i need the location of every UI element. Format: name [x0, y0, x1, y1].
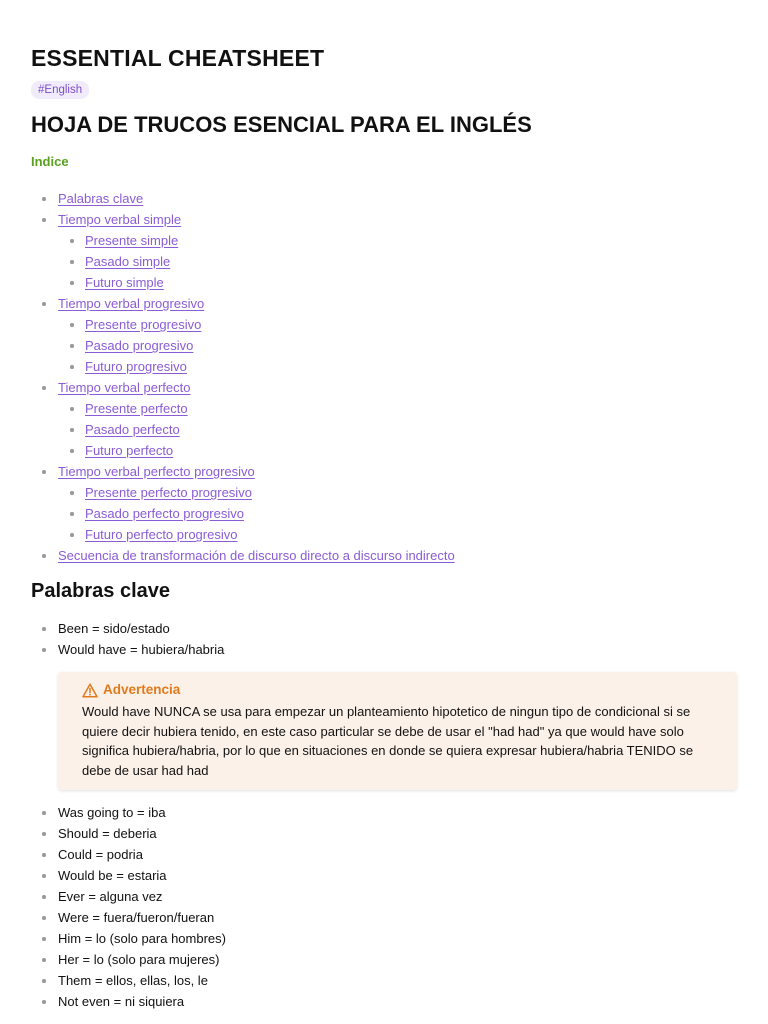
keyword-item: Would have = hubiera/habria [31, 639, 737, 660]
keyword-item: Them = ellos, ellas, los, le [31, 970, 737, 991]
toc-sublink[interactable]: Presente perfecto progresivo [85, 485, 252, 500]
toc-item [31, 188, 737, 209]
toc-link[interactable]: Tiempo verbal perfecto [58, 380, 191, 395]
toc-sublist [58, 482, 737, 545]
toc-link[interactable]: Palabras clave [58, 191, 144, 206]
toc-subitem [58, 314, 737, 335]
keyword-item: Her = lo (solo para mujeres) [31, 949, 737, 970]
callout-body: Would have NUNCA se usa para empezar un planteamiento hipotetico de ningun tipo de condicional si se quiere decir hubiera tenido, en este caso particular se debe de usar el "had had" ya que would have solo significa hubiera/habria, por lo que en situaciones en donde se quiera expresar hubiera/habria TENIDO se debe de usar had had [82, 704, 694, 778]
table-of-contents [31, 188, 737, 566]
toc-link[interactable]: Tiempo verbal progresivo [58, 296, 205, 311]
toc-sublist [58, 398, 737, 461]
toc-subitem [58, 230, 737, 251]
keyword-item: Should = deberia [31, 823, 737, 844]
toc-subitem [58, 356, 737, 377]
toc-sublist [58, 314, 737, 377]
callout-header [82, 681, 725, 699]
toc-subitem [58, 251, 737, 272]
keyword-item: Was going to = iba [31, 802, 737, 823]
toc-subitem [58, 335, 737, 356]
callout-title: Advertencia [103, 682, 181, 697]
toc-item [31, 209, 737, 293]
toc-sublink[interactable]: Presente simple [85, 233, 179, 248]
toc-link[interactable]: Tiempo verbal perfecto progresivo [58, 464, 255, 479]
keyword-item: Were = fuera/fueron/fueran [31, 907, 737, 928]
toc-link[interactable]: Tiempo verbal simple [58, 212, 182, 227]
keyword-item: Ever = alguna vez [31, 886, 737, 907]
tag-badge[interactable]: #English [31, 81, 89, 99]
keyword-list [31, 618, 737, 660]
toc-sublink[interactable]: Pasado perfecto progresivo [85, 506, 244, 521]
toc-item [31, 377, 737, 461]
keyword-item: Been = sido/estado [31, 618, 737, 639]
toc-sublink[interactable]: Futuro progresivo [85, 359, 187, 374]
toc-link[interactable]: Secuencia de transformación de discurso directo a discurso indirecto [58, 548, 455, 563]
toc-subitem [58, 503, 737, 524]
warning-triangle-icon [82, 683, 98, 698]
keyword-item: Him = lo (solo para hombres) [31, 928, 737, 949]
warning-callout [58, 672, 737, 790]
keyword-item: Not even = ni siquiera [31, 991, 737, 1012]
toc-subitem [58, 524, 737, 545]
toc-item [31, 545, 737, 566]
toc-item [31, 461, 737, 545]
toc-sublink[interactable]: Pasado simple [85, 254, 171, 269]
toc-sublink[interactable]: Pasado perfecto [85, 422, 180, 437]
toc-subitem [58, 440, 737, 461]
toc-sublink[interactable]: Presente progresivo [85, 317, 202, 332]
toc-sublink[interactable]: Presente perfecto [85, 401, 188, 416]
keyword-list-continued [31, 802, 737, 1012]
toc-subitem [58, 398, 737, 419]
page-title: ESSENTIAL CHEATSHEET [31, 45, 325, 71]
toc-heading: Indice [31, 154, 69, 169]
toc-subitem [58, 272, 737, 293]
keyword-item: Could = podria [31, 844, 737, 865]
section-heading-palabras-clave: Palabras clave [31, 580, 170, 602]
toc-sublink[interactable]: Pasado progresivo [85, 338, 194, 353]
page-subtitle: HOJA DE TRUCOS ESENCIAL PARA EL INGLÉS [31, 112, 532, 137]
toc-sublink[interactable]: Futuro perfecto progresivo [85, 527, 238, 542]
toc-sublink[interactable]: Futuro simple [85, 275, 164, 290]
toc-sublink[interactable]: Futuro perfecto [85, 443, 174, 458]
toc-subitem [58, 419, 737, 440]
toc-item [31, 293, 737, 377]
keyword-item: Would be = estaria [31, 865, 737, 886]
toc-sublist [58, 230, 737, 293]
toc-subitem [58, 482, 737, 503]
